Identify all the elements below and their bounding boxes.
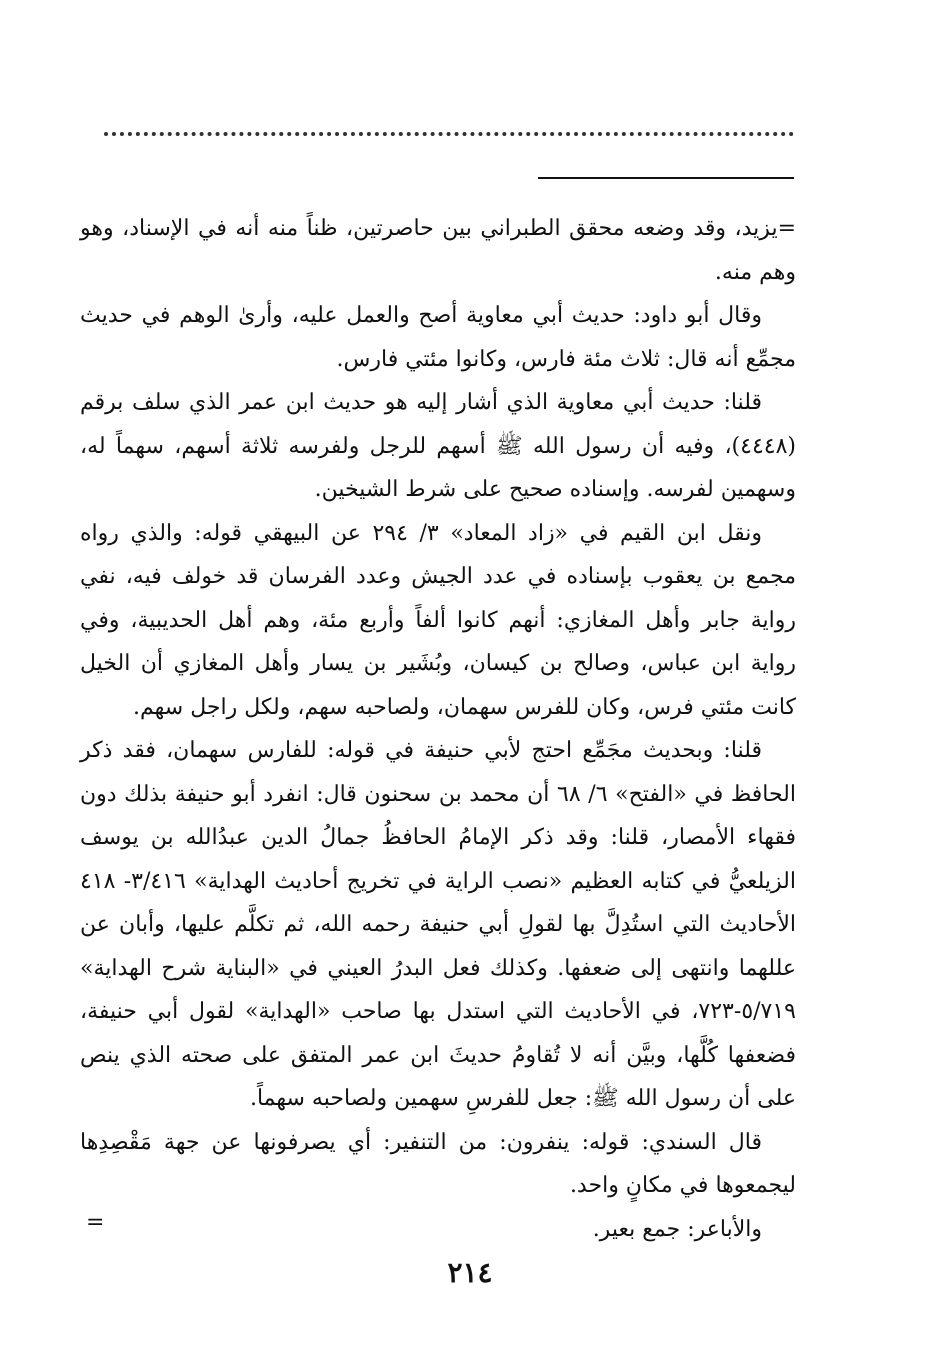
footnote-paragraph-4: ونقل ابن القيم في «زاد المعاد» ٣/ ٢٩٤ عن البيهقي قوله: والذي رواه مجمع بن يعقوب بإسناده في عدد الجيش وعدد الفرسان قد خولف فيه، نفي رواية جابر وأهل المغازي: أنهم كانوا ألفاً وأربع مئة، وهم أهل الحديبية، وفي رواية ابن عباس، وصالح بن كيسان، وبُشَير بن يسار وأهل المغازي أن الخيل كانت مئتي فرس، وكان للفرس سهمان، ولصاحبه سهم، ولكل راجل سهم. bbox=[80, 520, 796, 720]
dotted-separator bbox=[104, 132, 794, 136]
footnote-paragraph-2: وقال أبو داود: حديث أبي معاوية أصح والعمل عليه، وأرىٰ الوهم في حديث مجمِّع أنه قال: ثلاث مئة فارس، وكانوا مئتي فارس. bbox=[80, 303, 796, 372]
footnote-paragraph-3: قلنا: حديث أبي معاوية الذي أشار إليه هو حديث ابن عمر الذي سلف برقم (٤٤٤٨)، وفيه أن رسول الله ﷺ أسهم للرجل ولفرسه ثلاثة أسهم، سهماً له، وسهمين لفرسه. وإسناده صحيح على شرط الشيخين. bbox=[80, 390, 796, 502]
footnote-paragraph-7: والأباعر: جمع بعير. bbox=[592, 1216, 762, 1242]
page-number: ٢١٤ bbox=[447, 1256, 493, 1289]
footnote-paragraph-1: =يزيد، وقد وضعه محقق الطبراني بين حاصرتين، ظناً منه أنه في الإسناد، وهو وهم منه. bbox=[80, 216, 796, 285]
footnote-paragraph-6: قال السندي: قوله: ينفرون: من التنفير: أي يصرفونها عن جهة مَقْصِدِها ليجمعوها في مكانٍ واحد. bbox=[80, 1129, 796, 1198]
footnote-separator-line bbox=[538, 177, 794, 179]
footnote-text-block bbox=[80, 207, 796, 1251]
footnote-paragraph-5: قلنا: وبحديث مجَمِّع احتج لأبي حنيفة في قوله: للفارس سهمان، فقد ذكر الحافظ في «الفتح» ٦/ ٦٨ أن محمد بن سحنون قال: انفرد أبو حنيفة بذلك دون فقهاء الأمصار، قلنا: وقد ذكر الإمامُ الحافظُ جمالُ الدين عبدُالله بن يوسف الزيلعيُّ في كتابه العظيم «نصب الراية في تخريج أحاديث الهداية» ٣/٤١٦- ٤١٨ الأحاديث التي استُدِلَّ بها لقولِ أبي حنيفة رحمه الله، ثم تكلَّم عليها، وأبان عن عللهما وانتهى إلى ضعفها. وكذلك فعل البدرُ العيني في «البناية شرح الهداية» ٥/٧١٩-٧٢٣، في الأحاديث التي استدل بها صاحب «الهداية» لقول أبي حنيفة، فضعفها كُلَّها، وبيَّن أنه لا تُقاومُ حديثَ ابن عمر المتفق على صحته الذي ينص على أن رسول الله ﷺ: جعل للفرسِ سهمين ولصاحبه سهماً. bbox=[80, 738, 796, 1111]
continuation-marker: = bbox=[86, 1210, 105, 1235]
